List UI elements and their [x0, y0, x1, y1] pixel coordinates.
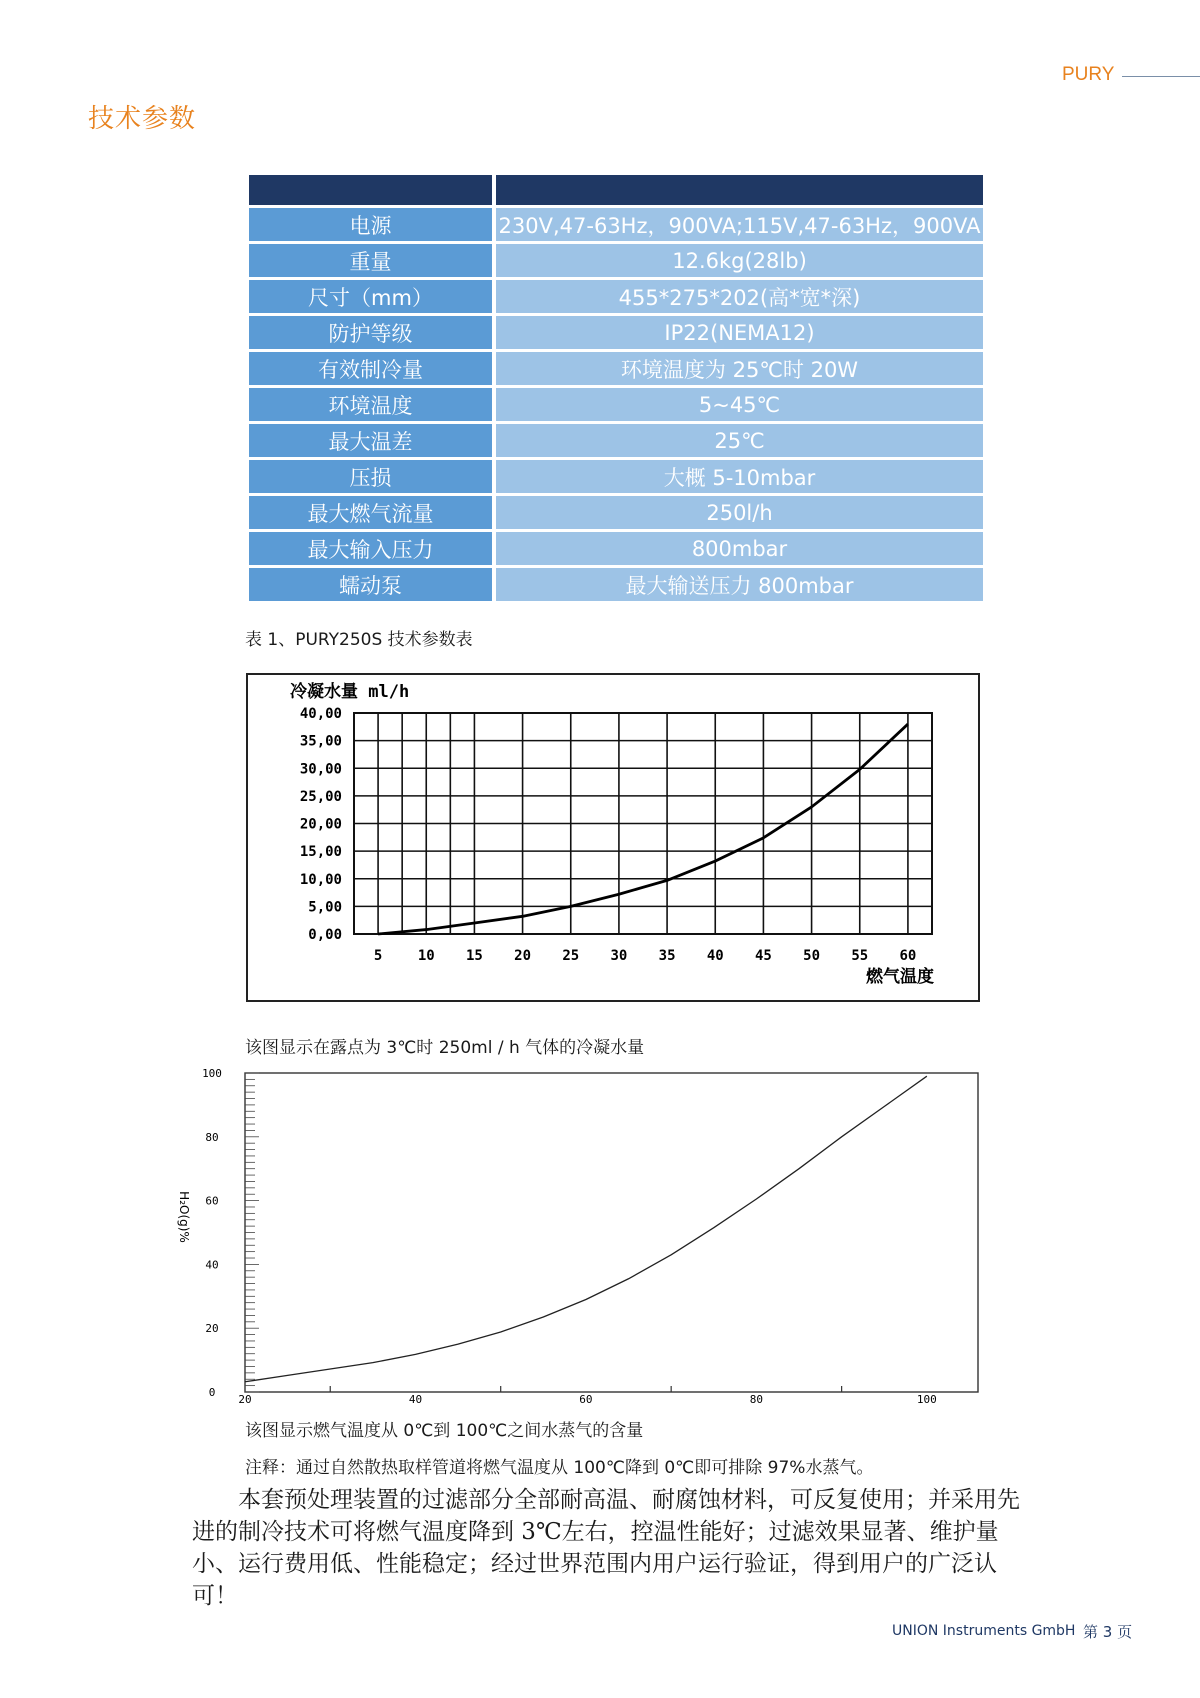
- condensate-chart: [248, 675, 978, 1000]
- x-tick-label: 10: [417, 948, 435, 964]
- x-tick-label: 60: [579, 1393, 593, 1406]
- row-value: IP22(NEMA12): [496, 316, 983, 349]
- row-value: 大概 5-10mbar: [496, 460, 983, 493]
- y-tick-label: 15,00: [299, 844, 342, 861]
- y-tick-label: 25,00: [299, 788, 342, 805]
- row-value: 800mbar: [496, 532, 983, 565]
- description-paragraph: 本套预处理装置的过滤部分全部耐高温、耐腐蚀材料，可反复使用；并采用先进的制冷技术可将燃气温度降到 3℃左右，控温性能好；过滤效果显著、维护量小、运行费用低、性能稳定；经过世界范围内用户运行验证，得到用户的广泛认可！: [192, 1487, 1020, 1609]
- row-value: 环境温度为 25℃时 20W: [496, 352, 983, 385]
- footer-company: UNION Instruments GmbH: [892, 1623, 1076, 1639]
- y-tick-label: 20: [205, 1322, 219, 1336]
- spec-table: [245, 172, 987, 604]
- data-line: [245, 1076, 927, 1382]
- y-tick-label: 5,00: [308, 899, 342, 916]
- table-row: [249, 496, 983, 529]
- row-label: 重量: [249, 244, 492, 277]
- row-label: 有效制冷量: [249, 352, 492, 385]
- x-axis-label: 燃气温度: [866, 967, 934, 987]
- table-row: [249, 244, 983, 277]
- row-value: 455*275*202(高*宽*深): [496, 280, 983, 313]
- x-tick-label: 15: [465, 948, 483, 964]
- row-label: 电源: [249, 208, 492, 241]
- y-tick-label: 35,00: [299, 733, 342, 750]
- y-tick-label: 30,00: [299, 761, 342, 778]
- vapor-content-chart: [160, 1065, 990, 1410]
- y-tick-label: 40: [205, 1258, 219, 1272]
- y-tick-label: 80: [205, 1130, 219, 1144]
- table-header-cell: [249, 175, 492, 205]
- header-divider: [1122, 76, 1200, 77]
- x-tick-label: 40: [408, 1393, 423, 1406]
- x-tick-label: 30: [610, 948, 628, 964]
- brand-name: PURY: [1062, 64, 1115, 85]
- table-header-cell: [496, 175, 983, 205]
- x-tick-label: 25: [562, 948, 580, 964]
- page-title: 技术参数: [88, 104, 197, 134]
- table-row: [249, 388, 983, 421]
- row-label: 尺寸（mm）: [249, 280, 492, 313]
- row-value: 25℃: [496, 424, 983, 457]
- y-tick-label: 40,00: [299, 706, 342, 722]
- table-row: [249, 424, 983, 457]
- table-row: [249, 460, 983, 493]
- y-tick-label: 20,00: [299, 816, 342, 833]
- x-tick-label: 60: [899, 948, 917, 964]
- x-tick-label: 100: [916, 1393, 937, 1406]
- table-row: [249, 208, 983, 241]
- x-tick-label: 20: [514, 948, 532, 964]
- row-label: 蠕动泵: [249, 568, 492, 601]
- y-tick-label: 0: [208, 1386, 216, 1399]
- data-line: [378, 724, 908, 934]
- row-label: 最大燃气流量: [249, 496, 492, 529]
- x-tick-label: 80: [749, 1393, 764, 1406]
- row-value: 最大输送压力 800mbar: [496, 568, 983, 601]
- row-value: 230V,47-63Hz，900VA;115V,47-63Hz，900VA: [496, 208, 983, 241]
- y-tick-label: 0,00: [308, 927, 342, 943]
- row-label: 最大温差: [249, 424, 492, 457]
- condensate-chart-frame: [246, 673, 980, 1002]
- row-label: 环境温度: [249, 388, 492, 421]
- y-tick-label: 10,00: [299, 871, 342, 888]
- y-tick-label: 100: [202, 1067, 222, 1080]
- row-label: 压损: [249, 460, 492, 493]
- row-value: 250l/h: [496, 496, 983, 529]
- table-caption: 表 1、PURY250S 技术参数表: [245, 630, 473, 650]
- footer-page-number: 第 3 页: [1083, 1623, 1133, 1641]
- table-row: [249, 532, 983, 565]
- x-tick-label: 55: [851, 948, 869, 964]
- row-label: 防护等级: [249, 316, 492, 349]
- row-value: 5~45℃: [496, 388, 983, 421]
- x-tick-label: 5: [373, 948, 383, 964]
- x-tick-label: 20: [238, 1393, 252, 1406]
- note-text: 注释：通过自然散热取样管道将燃气温度从 100℃降到 0℃即可排除 97%水蒸气。: [245, 1458, 874, 1478]
- y-tick-label: 60: [205, 1194, 219, 1208]
- table-row: [249, 280, 983, 313]
- x-tick-label: 45: [754, 948, 772, 964]
- table-header-row: [249, 175, 983, 205]
- condensate-chart-caption: 该图显示在露点为 3℃时 250ml / h 气体的冷凝水量: [245, 1038, 645, 1058]
- x-tick-label: 35: [658, 948, 676, 964]
- y-axis-label: H₂O(g)%: [177, 1191, 191, 1243]
- vapor-chart-caption: 该图显示燃气温度从 0℃到 100℃之间水蒸气的含量: [245, 1421, 644, 1441]
- row-label: 最大输入压力: [249, 532, 492, 565]
- x-tick-label: 50: [803, 948, 821, 964]
- table-row: [249, 568, 983, 601]
- table-row: [249, 352, 983, 385]
- table-row: [249, 316, 983, 349]
- plot-area: [245, 1073, 978, 1392]
- row-value: 12.6kg(28lb): [496, 244, 983, 277]
- chart-title: 冷凝水量 ml/h: [290, 682, 410, 702]
- x-tick-label: 40: [706, 948, 724, 964]
